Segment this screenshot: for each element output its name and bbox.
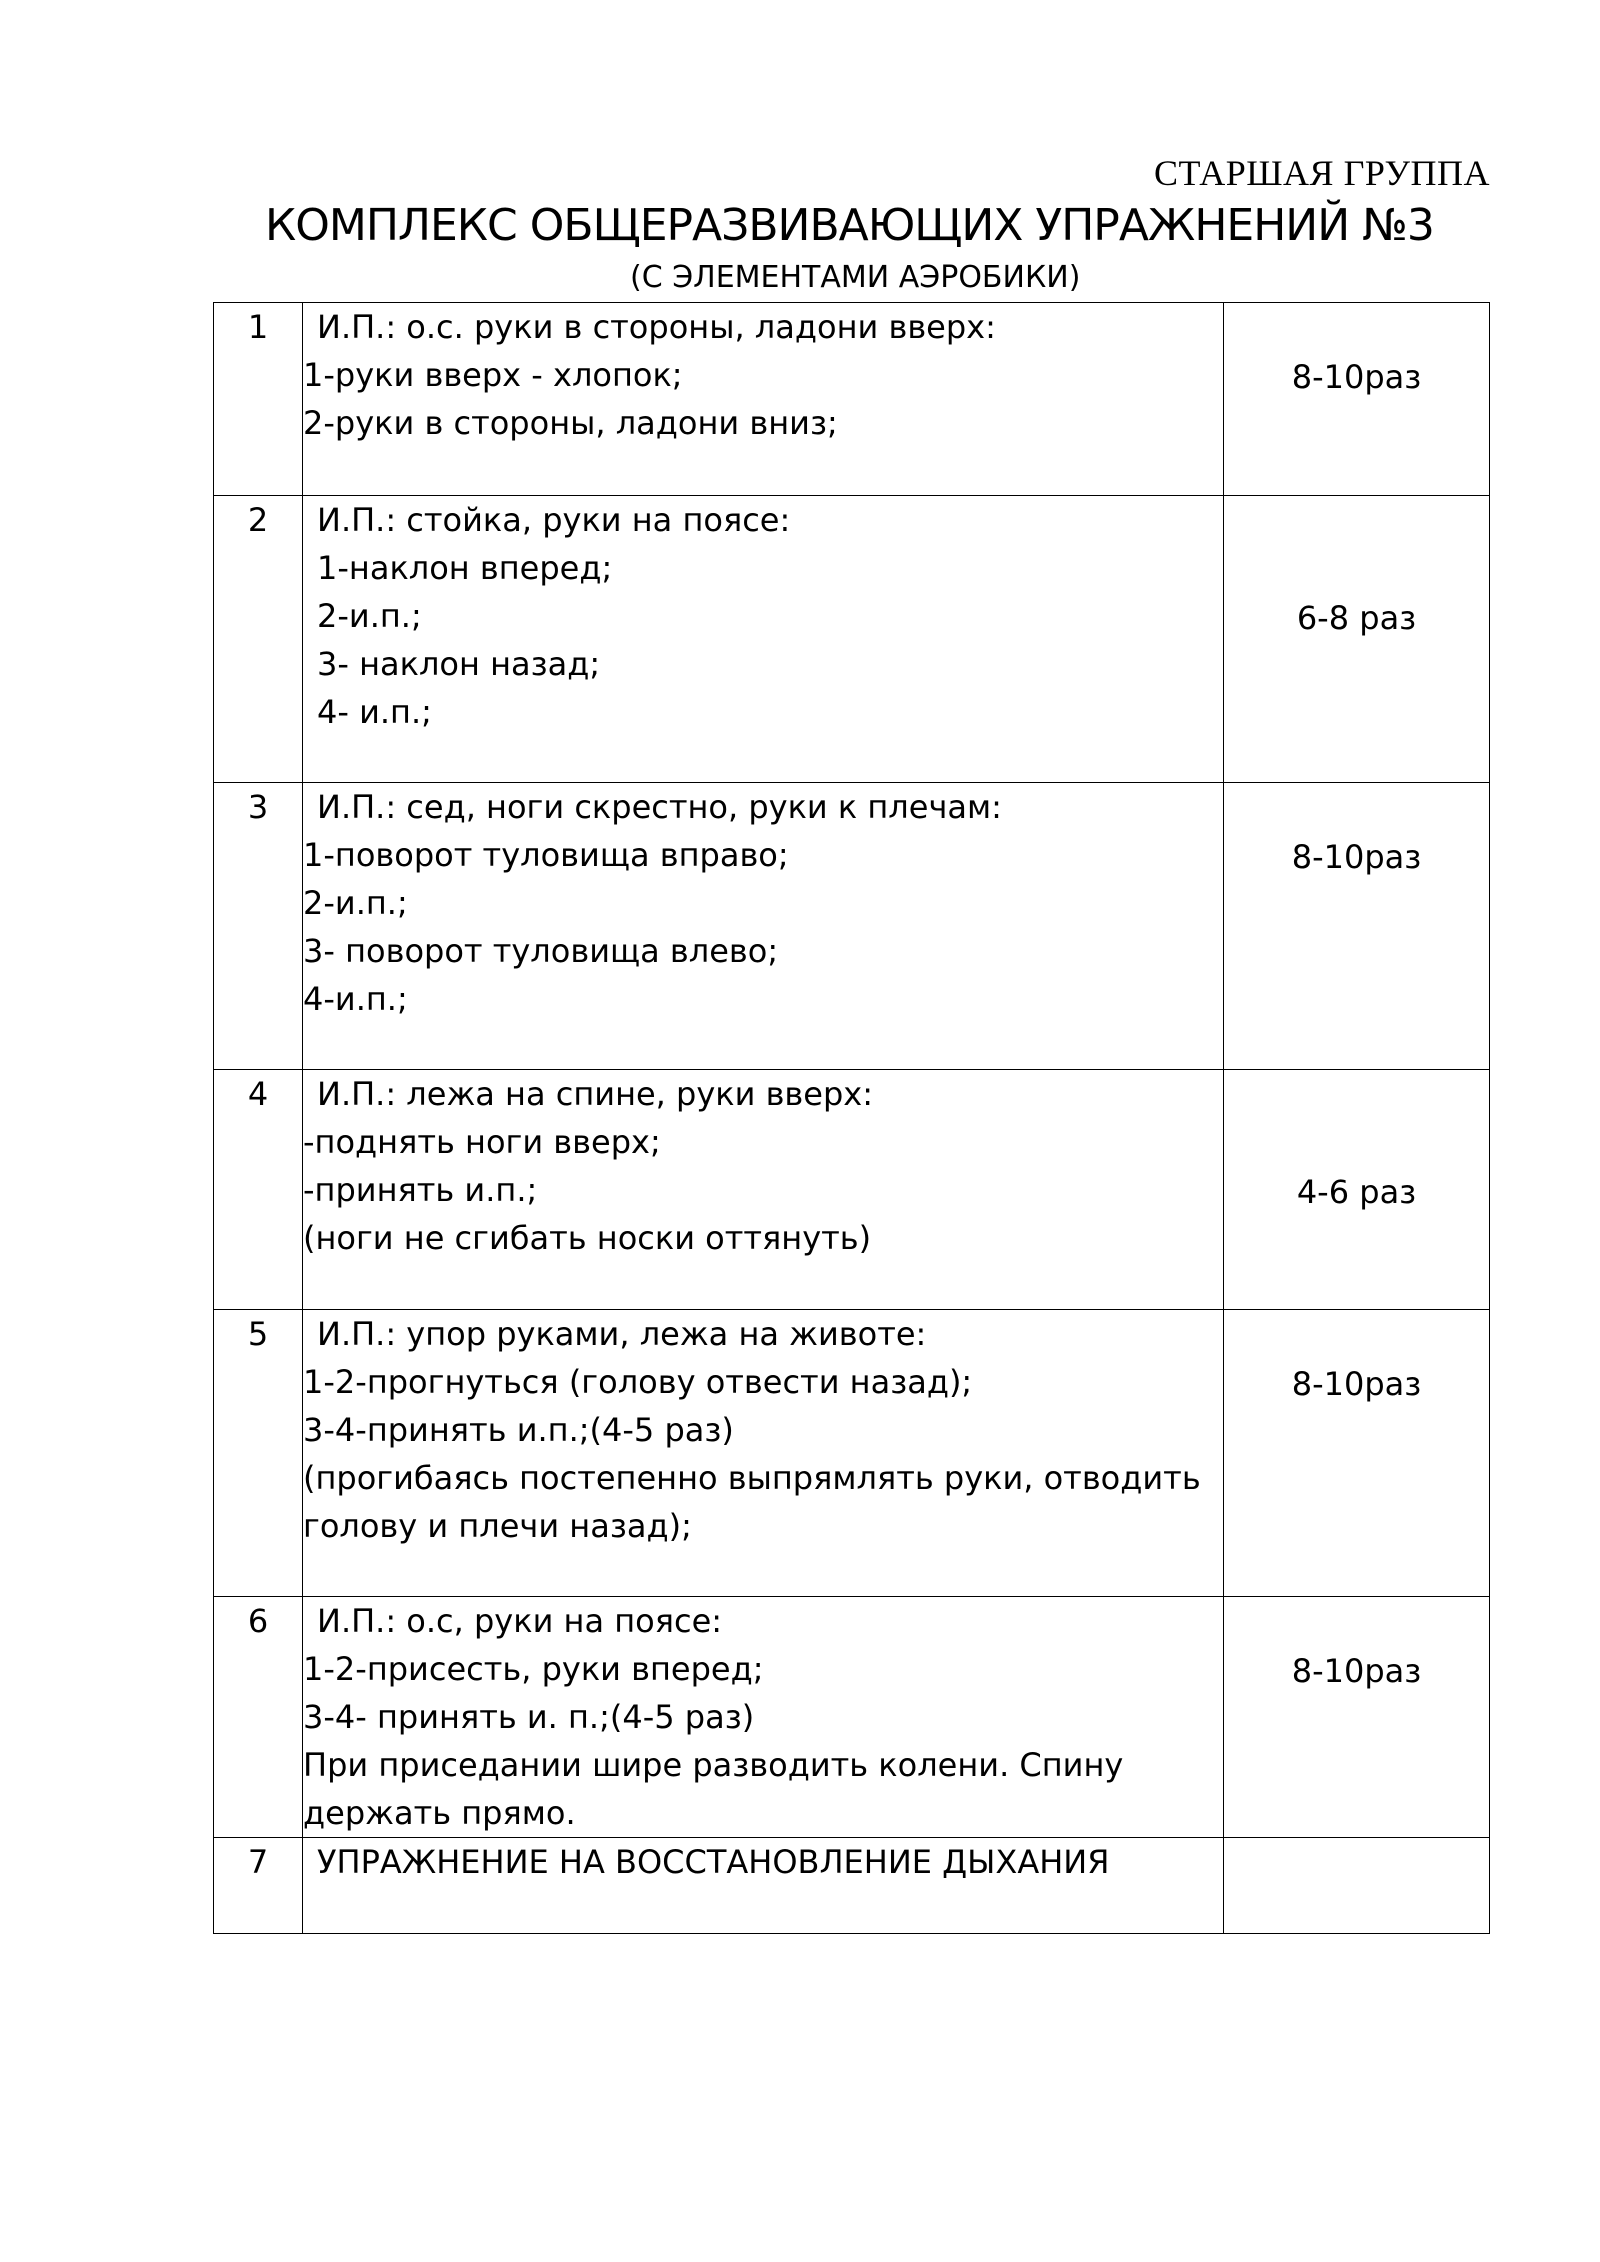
exercise-step: 1-2-присесть, руки вперед; [303,1650,764,1688]
exercise-description [303,1310,1224,1597]
exercise-number: 4 [214,1070,303,1310]
exercise-repetitions: 8-10раз [1224,783,1490,1070]
exercise-note: При приседании шире разводить колени. Спину держать прямо. [303,1746,1124,1832]
exercise-step: 3- наклон назад; [317,645,601,683]
exercise-description [303,496,1224,783]
exercise-start-position: И.П.: сед, ноги скрестно, руки к плечам: [317,788,1002,826]
exercise-description [303,783,1224,1070]
exercise-number: 5 [214,1310,303,1597]
exercise-step: 2-и.п.; [303,884,408,922]
exercise-step: 1-наклон вперед; [317,549,613,587]
exercise-start-position: УПРАЖНЕНИЕ НА ВОССТАНОВЛЕНИЕ ДЫХАНИЯ [317,1843,1110,1881]
page-subtitle: (С ЭЛЕМЕНТАМИ АЭРОБИКИ) [630,260,1081,295]
exercise-number: 7 [214,1838,303,1934]
exercise-number: 3 [214,783,303,1070]
exercise-description [303,1597,1224,1838]
exercise-start-position: И.П.: упор руками, лежа на животе: [317,1315,927,1353]
exercise-table [213,302,1490,1934]
table-row [214,496,1490,783]
exercise-step: 1-поворот туловища вправо; [303,836,789,874]
exercise-repetitions [1224,1838,1490,1934]
exercise-start-position: И.П.: о.с. руки в стороны, ладони вверх: [317,308,996,346]
exercise-description [303,1070,1224,1310]
exercise-repetitions: 4-6 раз [1224,1070,1490,1310]
table-row [214,1838,1490,1934]
exercise-step: 2-и.п.; [317,597,422,635]
exercise-step: 3-4-принять и.п.;(4-5 раз) [303,1411,734,1449]
exercise-step: -поднять ноги вверх; [303,1123,661,1161]
exercise-start-position: И.П.: стойка, руки на поясе: [317,501,791,539]
exercise-step: (ноги не сгибать носки оттянуть) [303,1219,872,1257]
exercise-note: (прогибаясь постепенно выпрямлять руки, отводить голову и плечи назад); [303,1459,1201,1545]
exercise-step: 1-2-прогнуться (голову отвести назад); [303,1363,973,1401]
table-row [214,1070,1490,1310]
exercise-repetitions: 6-8 раз [1224,496,1490,783]
exercise-description [303,1838,1224,1934]
exercise-repetitions: 8-10раз [1224,1597,1490,1838]
exercise-step: 2-руки в стороны, ладони вниз; [303,404,838,442]
exercise-repetitions: 8-10раз [1224,1310,1490,1597]
group-label: СТАРШАЯ ГРУППА [1154,153,1490,193]
exercise-step: 1-руки вверх - хлопок; [303,356,683,394]
exercise-number: 6 [214,1597,303,1838]
exercise-step: -принять и.п.; [303,1171,538,1209]
exercise-number: 2 [214,496,303,783]
exercise-step: 4- и.п.; [317,693,432,731]
table-row [214,1310,1490,1597]
exercise-number: 1 [214,303,303,496]
exercise-step: 3- поворот туловища влево; [303,932,779,970]
table-row [214,1597,1490,1838]
page-title: КОМПЛЕКС ОБЩЕРАЗВИВАЮЩИХ УПРАЖНЕНИЙ №3 [265,200,1434,251]
table-row [214,303,1490,496]
exercise-step: 4-и.п.; [303,980,408,1018]
table-row [214,783,1490,1070]
exercise-step: 3-4- принять и. п.;(4-5 раз) [303,1698,755,1736]
exercise-start-position: И.П.: лежа на спине, руки вверх: [317,1075,873,1113]
exercise-repetitions: 8-10раз [1224,303,1490,496]
exercise-start-position: И.П.: о.с, руки на поясе: [317,1602,723,1640]
exercise-description [303,303,1224,496]
